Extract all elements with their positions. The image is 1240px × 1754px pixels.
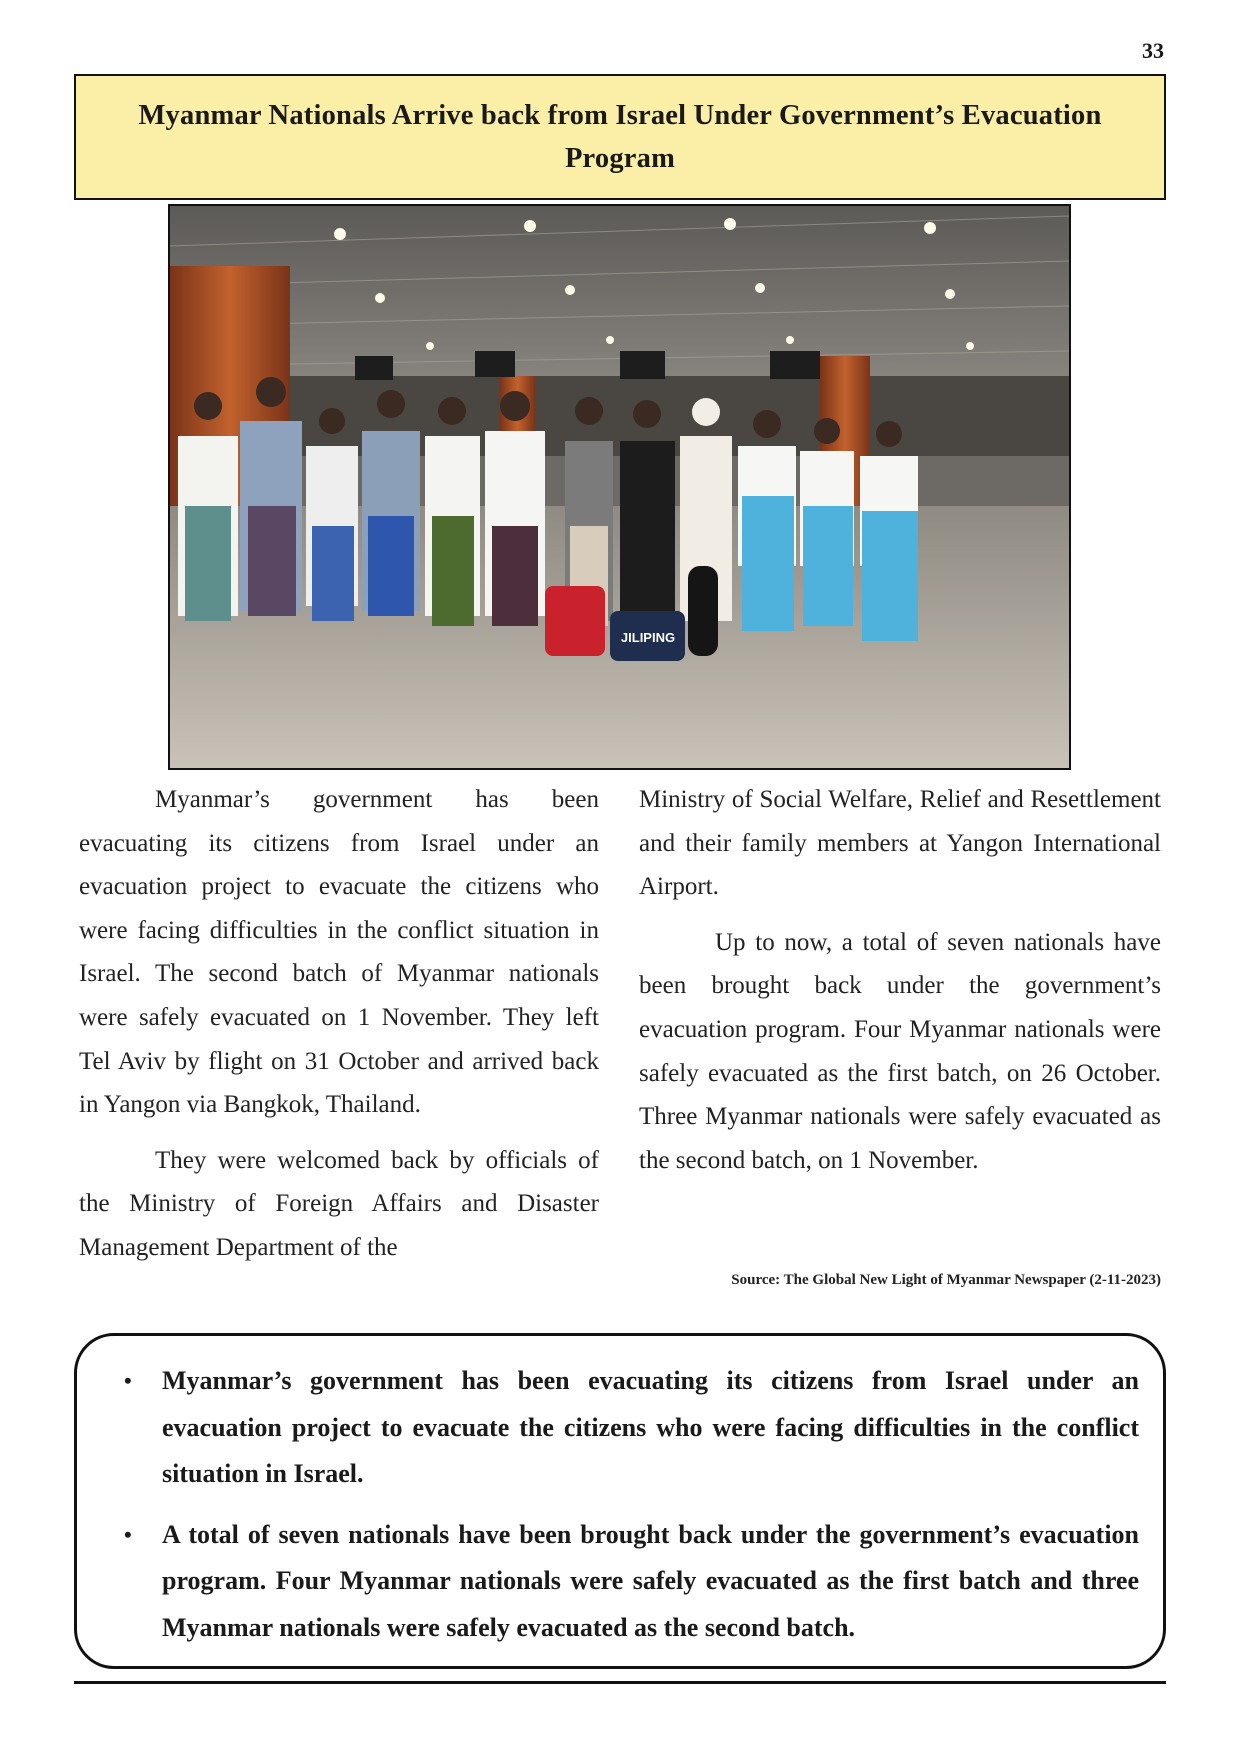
source-citation: Source: The Global New Light of Myanmar Newspaper (2-11-2023) (731, 1272, 1161, 1288)
summary-item-text: A total of seven nationals have been brought back under the government’s evacuation program. Four Myanmar nationals were safely evacuated as the first batch and three Myanmar nationals were safely evacuated as the second batch. (162, 1519, 1139, 1642)
page-number: 33 (1142, 38, 1164, 63)
article-paragraph: Ministry of Social Welfare, Relief and Resettlement and their family members at Yangon International Airport. (639, 786, 1161, 901)
summary-item (124, 1512, 1139, 1652)
summary-item-text: Myanmar’s government has been evacuating its citizens from Israel under an evacuation project to evacuate the citizens who were facing difficulties in the conflict situation in Israel. (162, 1366, 1139, 1489)
airport-group-photo (168, 204, 1071, 770)
article-paragraph: They were welcomed back by officials of the Ministry of Foreign Affairs and Disaster Management Department of the (79, 1146, 599, 1261)
article-paragraph: Myanmar’s government has been evacuating its citizens from Israel under an evacuation project to evacuate the citizens who were facing difficulties in the conflict situation in Israel. The second batch of Myanmar nationals were safely evacuated on 1 November. They left Tel Aviv by flight on 31 October and arrived back in Yangon via Bangkok, Thailand. (79, 786, 599, 1119)
summary-box (74, 1333, 1166, 1669)
article-paragraph: Up to now, a total of seven nationals have been brought back under the government’s evacuation program. Four Myanmar nationals were safely evacuated as the first batch, on 26 October. Three Myanmar nationals were safely evacuated as the second batch, on 1 November. (639, 928, 1161, 1174)
bullet-icon: • (124, 1521, 132, 1547)
title-banner (74, 74, 1166, 200)
summary-item (124, 1358, 1139, 1498)
article-left-column (79, 778, 599, 1282)
bullet-icon: • (124, 1368, 132, 1393)
page-title: Myanmar Nationals Arrive back from Israel Under Government’s Evacuation Program (138, 100, 1102, 174)
summary-list (124, 1358, 1139, 1652)
bag-brand-text: JILIPING (620, 630, 676, 645)
bottom-divider (74, 1681, 1166, 1684)
article-right-column (639, 778, 1161, 1194)
